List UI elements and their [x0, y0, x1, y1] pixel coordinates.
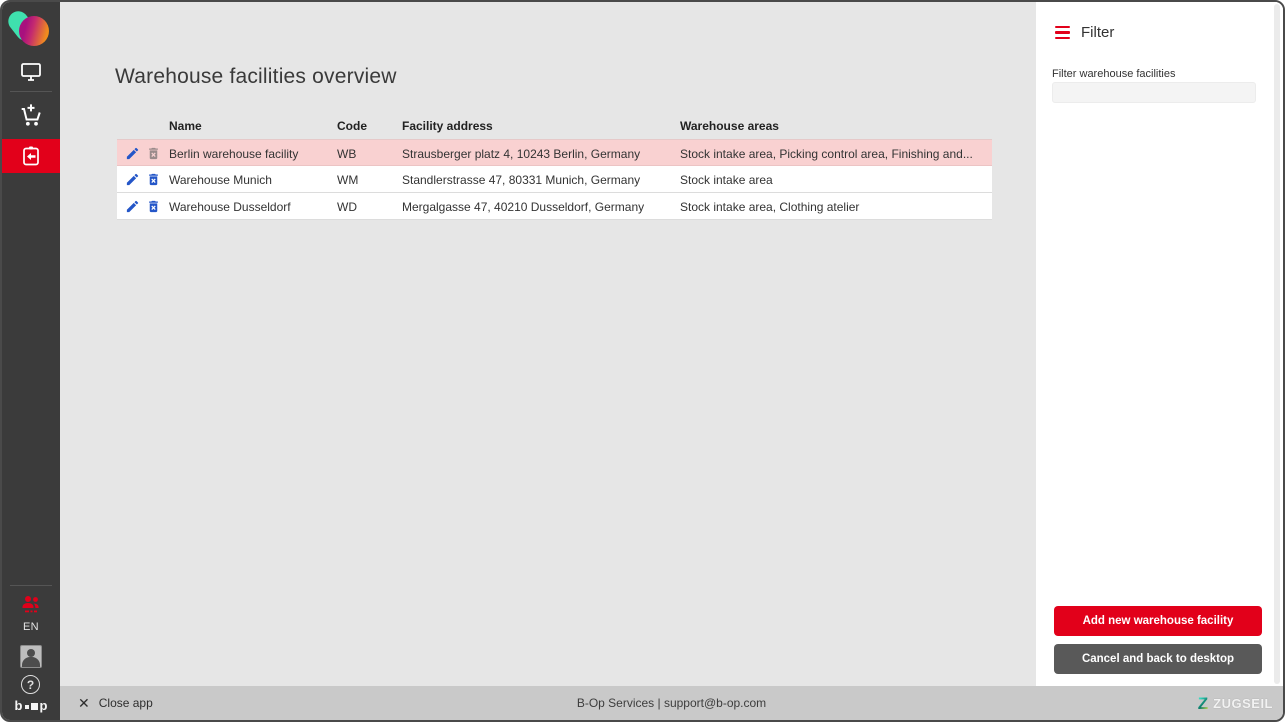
bop-square-small: [25, 705, 29, 709]
filter-input-label: Filter warehouse facilities: [1052, 68, 1176, 80]
zugseil-logo: [1198, 695, 1273, 712]
col-header-areas: Warehouse areas: [680, 119, 779, 133]
facilities-table: [117, 115, 992, 220]
edit-icon[interactable]: [125, 146, 140, 161]
app-logo[interactable]: [9, 8, 53, 52]
page-title: Warehouse facilities overview: [115, 65, 397, 88]
close-app-button[interactable]: [78, 696, 153, 710]
cell-areas: Stock intake area, Clothing atelier: [680, 200, 860, 214]
filter-title: Filter: [1081, 24, 1115, 41]
filter-menu-icon: [1055, 26, 1070, 40]
warehouse-app-icon[interactable]: [2, 139, 60, 173]
cell-address: Standlerstrasse 47, 80331 Munich, Germany: [402, 173, 641, 187]
cell-name: Berlin warehouse facility: [169, 147, 299, 161]
cell-code: WB: [337, 147, 357, 161]
table-header: [117, 115, 992, 139]
language-selector[interactable]: EN: [23, 621, 39, 633]
col-header-code: Code: [337, 119, 367, 133]
delete-icon[interactable]: [146, 199, 161, 214]
table-body: [117, 139, 992, 220]
table-row[interactable]: [117, 166, 992, 193]
delete-icon[interactable]: [146, 172, 161, 187]
cell-address: Mergalgasse 47, 40210 Dusseldorf, Germany: [402, 200, 645, 214]
cancel-button[interactable]: Cancel and back to desktop: [1054, 644, 1262, 674]
delete-icon[interactable]: [146, 146, 161, 161]
cart-add-icon[interactable]: [2, 100, 60, 132]
close-icon: ✕: [78, 695, 90, 711]
bop-square-big: [31, 703, 38, 710]
bop-letter-b: b: [14, 698, 23, 713]
edit-icon[interactable]: [125, 172, 140, 187]
panel-scrollbar[interactable]: [1274, 4, 1280, 684]
sidebar-divider-top: [10, 91, 52, 92]
filter-input[interactable]: [1052, 82, 1256, 103]
team-icon[interactable]: [2, 593, 60, 615]
cell-areas: Stock intake area: [680, 173, 773, 187]
filter-header[interactable]: [1055, 24, 1114, 41]
bop-logo: [2, 699, 60, 712]
close-app-label: Close app: [98, 696, 153, 710]
edit-icon[interactable]: [125, 199, 140, 214]
logo-gradient-orb: [19, 16, 49, 46]
table-row[interactable]: [117, 193, 992, 220]
help-icon[interactable]: ?: [21, 675, 40, 694]
avatar-head-shape: [27, 649, 35, 657]
cell-name: Warehouse Dusseldorf: [169, 200, 291, 214]
col-header-address: Facility address: [402, 119, 493, 133]
avatar-icon[interactable]: [20, 645, 42, 668]
cell-code: WM: [337, 173, 359, 187]
filter-panel: [1036, 2, 1283, 686]
cell-areas: Stock intake area, Picking control area, Finishing and...: [680, 147, 973, 161]
cell-code: WD: [337, 200, 357, 214]
cell-address: Strausberger platz 4, 10243 Berlin, Germany: [402, 147, 641, 161]
cell-name: Warehouse Munich: [169, 173, 272, 187]
bop-letter-p: p: [39, 698, 48, 713]
footer-bar: [60, 686, 1283, 720]
col-header-name: Name: [169, 119, 202, 133]
sidebar: [2, 2, 60, 720]
add-warehouse-button[interactable]: Add new warehouse facility: [1054, 606, 1262, 636]
avatar-body-shape: [22, 657, 40, 668]
desktop-icon[interactable]: [2, 59, 60, 85]
table-row[interactable]: [117, 139, 992, 166]
footer-support-text: B-Op Services | support@b-op.com: [576, 696, 767, 710]
zugseil-z-icon: Z: [1197, 693, 1209, 713]
sidebar-divider-bottom: [10, 585, 52, 586]
zugseil-wordmark: ZUGSEIL: [1213, 695, 1273, 711]
